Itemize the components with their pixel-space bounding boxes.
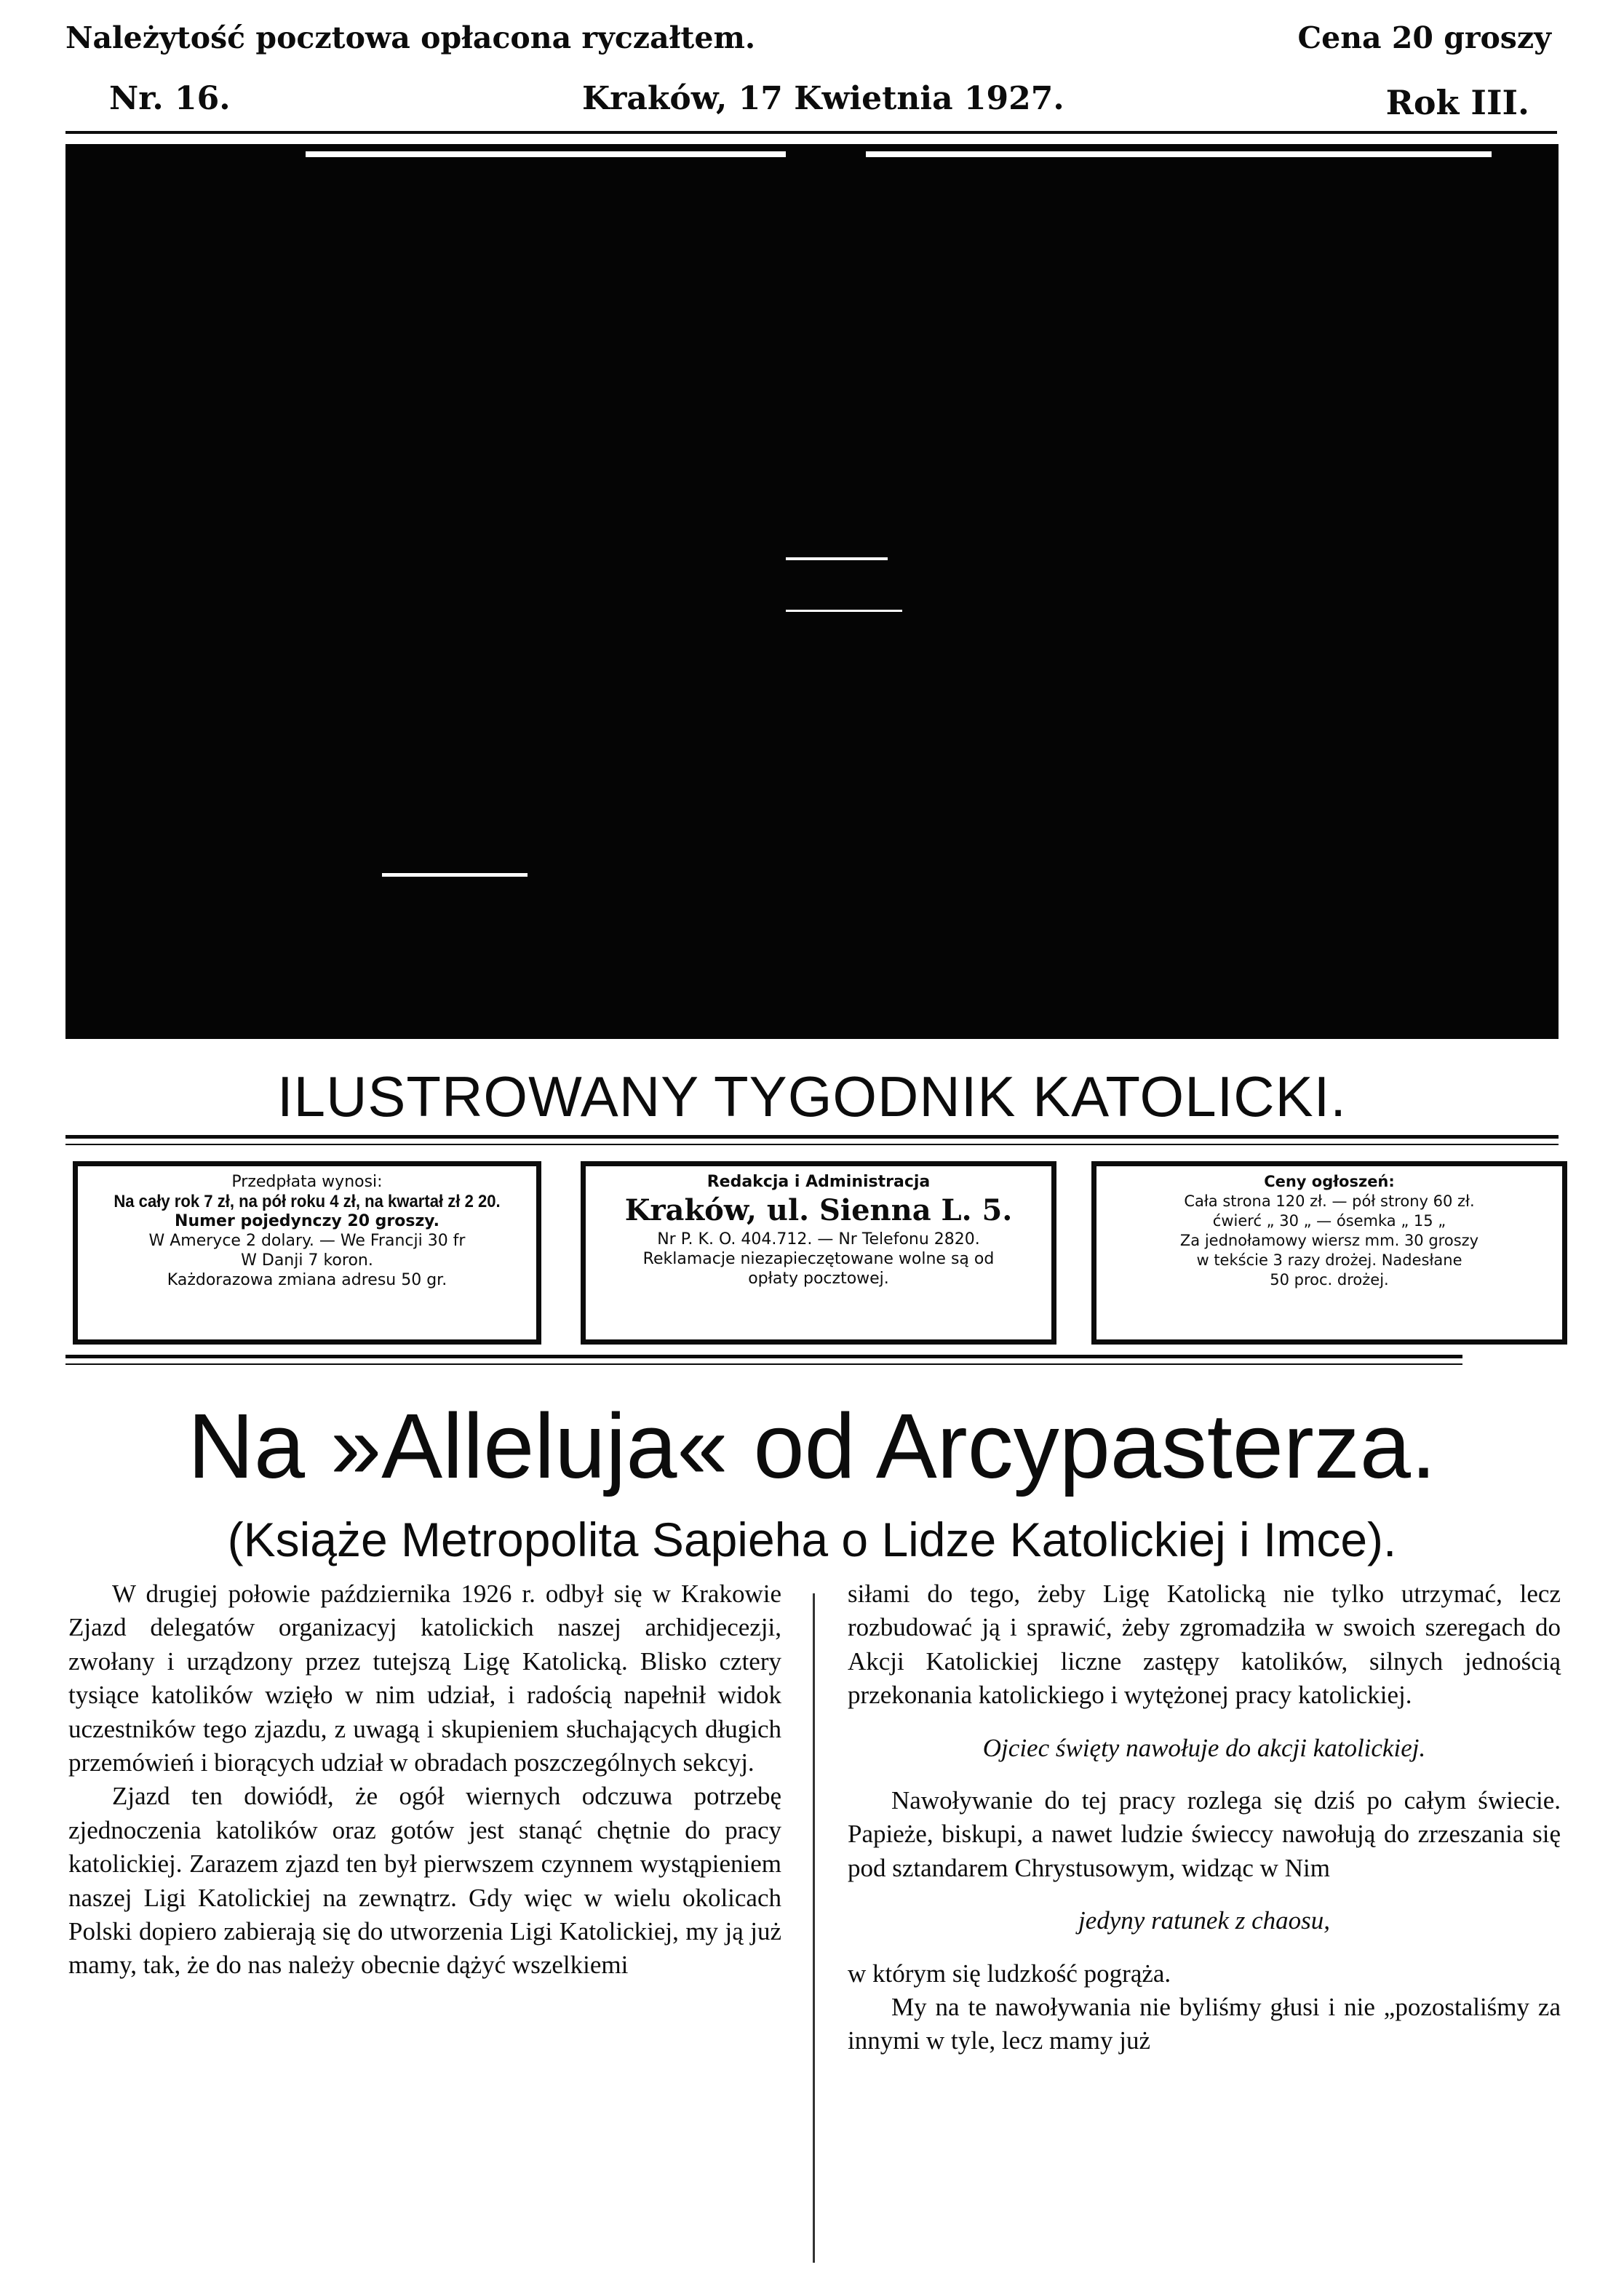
article-column-left xyxy=(68,1577,781,1983)
editorial-heading: Redakcja i Administracja xyxy=(706,1173,931,1191)
editorial-address: Kraków, ul. Sienna L. 5. xyxy=(624,1193,1013,1227)
ads-quarter-eighth: ćwierć „ 30 „ — ósemka „ 15 „ xyxy=(1212,1212,1446,1230)
paragraph: Zjazd ten dowiódł, że ogół wiernych odczuwa potrzebę zjednoczenia katolików oraz gotów jest stanąć chętnie do pracy katolickiej. Zarazem zjazd ten był pierwszem czynnem wystąpieniem naszej Ligi Katolickiej na zewnątrz. Gdy więc w wielu okolicach Polski dopiero zabierają się do utworzenia Ligi Katolickiej, my ją już mamy, tak, że do nas należy obecnie dążyć wszelkiemi xyxy=(68,1782,781,1980)
issue-price: Cena 20 groszy xyxy=(1297,20,1551,55)
paragraph: Nawoływanie do tej pracy rozlega się dziś po całym świecie. Papieże, biskupi, a nawet ludzie świeccy nawołują do zrzeszania się pod sztandarem Chrystusowym, widząc w Nim xyxy=(848,1786,1561,1882)
ads-heading: Ceny ogłoszeń: xyxy=(1264,1173,1395,1190)
address-change-fee: Każdorazowa zmiana adresu 50 gr. xyxy=(167,1271,447,1289)
article-headline: Na »Alleluja« od Arcypasterza. xyxy=(188,1395,1436,1497)
subscription-rates: Na cały rok 7 zł, na pół roku 4 zł, na kwartał zł 2 20. xyxy=(114,1192,501,1211)
article-deck: (Książe Metropolita Sapieha o Lidze Katolickiej i Imce). xyxy=(227,1513,1397,1566)
volume-year: Rok III. xyxy=(1385,83,1529,122)
publication-subtitle: ILUSTROWANY TYGODNIK KATOLICKI. xyxy=(277,1064,1347,1128)
postal-note: Należytość pocztowa opłacona ryczałtem. xyxy=(65,20,756,55)
foreign-rates: W Ameryce 2 dolary. — We Francji 30 fr xyxy=(148,1232,466,1250)
column-divider xyxy=(813,1593,815,2263)
paragraph: My na te nawoływania nie byliśmy głusi i nie „pozostaliśmy za innymi w tyle, lecz mamy już xyxy=(848,1993,1561,2055)
danish-rate: W Danji 7 koron. xyxy=(241,1251,373,1270)
masthead-title-block xyxy=(65,144,1559,1039)
paragraph: W drugiej połowie października 1926 r. odbył się w Krakowie Zjazd delegatów organizacyj katolickich naszej archidjecezji, zwołany i urządzony przez tutejszą Ligę Katolicką. Blisko cztery tysiące katolików wzięło w nim udział, i radością napełnił widok uczestników tego zjazdu, z uwagą i skupieniem słuchających długich przemówień i biorących udział w obradach poszczególnych sekcyj. xyxy=(68,1580,781,1777)
complaints-line: Reklamacje niezapieczętowane wolne są od xyxy=(642,1250,995,1268)
ads-surcharge: 50 proc. drożej. xyxy=(1270,1271,1389,1289)
subscription-heading: Przedpłata wynosi: xyxy=(231,1173,383,1191)
ads-full-half-page: Cała strona 120 zł. — pół strony 60 zł. xyxy=(1184,1192,1475,1210)
masthead-rule xyxy=(65,131,1557,134)
ads-in-text: w tekście 3 razy drożej. Nadesłane xyxy=(1196,1251,1462,1269)
article-column-right xyxy=(848,1577,1561,2058)
account-phone-line: Nr P. K. O. 404.712. — Nr Telefonu 2820. xyxy=(657,1230,980,1248)
dateline: Kraków, 17 Kwietnia 1927. xyxy=(582,80,1064,117)
subscription-box xyxy=(73,1161,541,1345)
boxes-rule-bottom xyxy=(65,1363,1462,1365)
single-issue-price: Numer pojedynczy 20 groszy. xyxy=(175,1212,439,1230)
subtitle-rule-bottom xyxy=(65,1144,1559,1145)
advertising-rates-box xyxy=(1091,1161,1567,1345)
ads-per-line: Za jednołamowy wiersz mm. 30 groszy xyxy=(1179,1232,1479,1249)
paragraph: w którym się ludzkość pogrąża. xyxy=(848,1959,1171,1988)
paragraph: siłami do tego, żeby Ligę Katolicką nie tylko utrzymać, lecz rozbudować ją i sprawić, żeby zgromadziła w swoich szeregach do Akcji Katolickiej liczne zastępy katolików, silnych jednością przekonania katolickiego i wytężonej pracy katolickiej. xyxy=(848,1580,1561,1710)
quote-line: jedyny ratunek z chaosu, xyxy=(1078,1906,1331,1935)
section-heading: Ojciec święty nawołuje do akcji katolickiej. xyxy=(982,1733,1426,1762)
subtitle-rule-top xyxy=(65,1135,1559,1139)
boxes-rule-top xyxy=(65,1355,1462,1358)
postage-line: opłaty pocztowej. xyxy=(748,1270,889,1288)
editorial-office-box xyxy=(581,1161,1056,1345)
issue-number: Nr. 16. xyxy=(109,80,231,117)
